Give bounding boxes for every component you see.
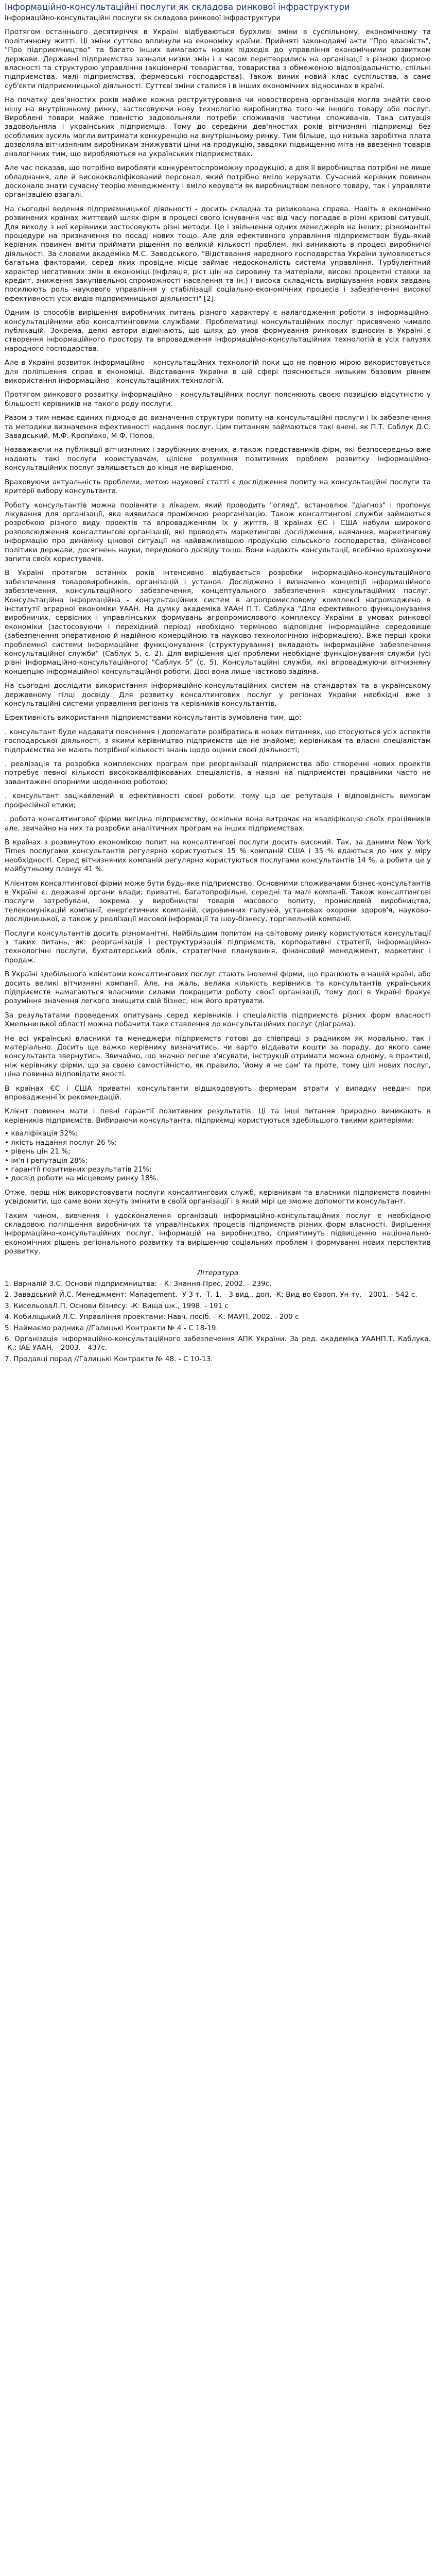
paragraph: Клієнтом консалтингової фірми може бути будь-яке підприємство. Основними споживачами бізнес-консультантів в Україні є: державні органи влади; приватні, багатопрофільні, середні та малі компанії. Також консалтингові послуги затребувані, зокрема у виробництві товарів масового попиту, промисловій виробництва, телекомунікацій компанії, енергетичних компаній, сировинних галузей, установах охорони здоров'я, науково-дослідницької, а також у реалізації масової інформації та шоу-бізнесу, торгівельній компанії. [5, 879, 431, 924]
reference-item: 3. КисельоваЛ.П. Основи бізнесу: -К: Вища шк., 1998. - 191 с [5, 1301, 229, 1310]
paragraph: В країнах ЄС і США приватні консультанти відшкодовують фермерам втрати у випадку невдачі при впровадженні їх рекомендацій. [5, 1084, 431, 1102]
paragraph: Клієнт повинен мати і певні гарантії позитивних результатів. Ці та інші питання природно виникають в керівників підприємств. Вибираючи консультанта, підприємці користуються здебільшого такими критеріями: [5, 1107, 431, 1125]
paragraph: На сьогодні ведення підприємницької діяльності - досить складна та ризикована справа. Навіть в економічно розвинених країнах життєвий шлях фірм в процесі свого існування час від часу попадає в різні кризові ситуації. Для виходу з неї керівники застосовують різні методи. Це і звільнення одних менеджерів на інших; різноманітні процедури на призначення по посаді нових тощо. Але для ефективного управління підприємством будь-який керівник повинен вміти приймати рішення по великій кількості проблем, які виникають в процесі виробничої діяльності. За словами академіка М.С. Заводського, "Відставання народного господарства України зумовлюється багатьма факторами, серед яких провідне місце займає недосконалість системи управління. Турбулентний характер негативних змін в економіці (інфляція, ріст цін на сировину та матеріали, високі процентні ставки за кредит, зниження закупівельної спроможності населення та ін.) і висока складність вирішування нових завдань посилюють роль наукового управління у стабілізації соціально-економічних процесів і забезпеченні високої ефективності усіх видів підприємницької діяльності" [2]. [5, 205, 431, 303]
list-item: • рівень цін 21 %; [5, 1147, 71, 1156]
reference-item: 1. Варналій З.С. Основи підприємництва: - К: Знання-Прес, 2002. - 239с. [5, 1279, 272, 1288]
paragraph: Протягом ринкового розвитку інформаційно - консультаційних послуг пояснюють своєю позицією відсутністю у більшості керівників на такого роду послуги. [5, 391, 431, 408]
reference-item: 4. Кобиліцький Л.С. Управління проектами: Навч. посіб. - К: МАУП, 2002. - 200 с [5, 1313, 299, 1321]
paragraph: Незважаючи на публікації вітчизняних і зарубіжних вчених, а також представників фірм, які безпосередньо вже надають такі послуги користувачам, цілісне розуміння позитивних проблем розвитку інформаційно-консультаційних послуг залишається до кінця не вирішеною. [5, 446, 431, 472]
paragraph: Протягом останнього десятиріччя в Україні відбуваються бурхливі зміни в суспільному, економічному та політичному житті. Ці зміни суттєво вплинули на економіку країни. Прийняті законодавчі акти "Про власність", "Про підприємництво" та багато інших вимагають нових підходів до управління економічними розвитком держави. Державні підприємства зазнали низки змін і з часом перетворились на організації з різною формою власності та структурою управління (акціонерні товариства, товариства з обмеженою відповідальністю, спільні підприємства, малі підприємства, фермерські господарства). Також виник новий клас суспільства, а саме суб'єкти підприємницької діяльності. Суттєві зміни сталися і в інших економічних відносинах в країні. [5, 28, 431, 90]
reference-item: 6. Організація інформаційно-консультаційного забезпечення АПК України. За ред. академіка УААНП.Т. Каблука. -К.: ІАЕ УААН. - 2003. - 437с. [5, 1335, 431, 1352]
paragraph: Ефективність використання підприємствами консультантів зумовлена тим, що: [5, 714, 302, 722]
reference-item: 7. Продавці порад //Галицькі Контракти № 48. - С 10-13. [5, 1354, 213, 1363]
body-section-3 [5, 1189, 431, 1257]
reasons-list [5, 728, 431, 833]
paragraph: В країнах з розвинутою економікою попит на консалтингові послуги досить високий. Так, за даними New York Times послугами консультантів регулярно користуються 15 % компаній США і 35 % вдаються до них у міру необхідності. Серед вітчизняних компаній регулярно користуються послугами консультантів 14 %, а робити це у майбутньому планує 41 %. [5, 838, 431, 874]
paragraph: За результатами проведених опитувань серед керівників і спеціалістів підприємств різних форм власності Хмельницької області можна побачити таке ставлення до консультаційних послуг (діаграма). [5, 1011, 431, 1029]
paragraph: Послуги консультантів досить різноманітні. Найбільшим попитом на світовому ринку користуються консультації з таких питань, як: реорганізація і реструктуризація підприємств, корпоративні стратегії, інформаційно-технологічні послуги, бухгалтерський облік, стратегічне планування, фінансовий менеджмент, маркетинг і продаж. [5, 929, 431, 964]
references-heading: Література [197, 1268, 239, 1277]
paragraph: В Україні протягом останніх років інтенсивно відбувається розробки інформаційно-консультаційного забезпечення товаровиробників, організацій і установ. Досліджено і визначено концепції інформаційного забезпечення, консультаційного забезпечення, концептуального забезпечення консультаційних послуг. Консультаційна інформаційна - консультаційних систем в агропромисловому комплексі нагромаджено в інститутії аграрної економіки УААН. На думку академіка УААН П.Т. Саблука "Для ефективного функціонування виробничих, сервісних і управлінських формувань агропромислового комплексу України в умовах ринкової економіки (застосовуючи і перехідний період) необхідно терміново відповідне інформаційне середовище (забезпечення оперативною й надійною комерційною та науково-технологічною інформацією). Вже перші кроки проблемної системи інформаційне функціонування (структурування) вкладають інформаційне забезпечення консультаційної служби" (Саблук 5, с. 2). Для вирішення цієї проблеми необхідне функціонування служби (усі рівні інформаційно-консультаційного) "Саблук 5" (с. 5). Консультаційні служби, які впроваджуючи вітчизняну концепцію інформаційної консультаційної роботи. Досі вона лише частково задіяна. [5, 569, 431, 676]
paragraph: Враховуючи актуальність проблеми, метою наукової статті є дослідження попиту на консультаційні послуги та критерії вибору консультанта. [5, 478, 431, 496]
list-item: . консультант буде надавати пояснення і допомагати розібратись в нових питаннях, що стосуються усіх аспектів господарської діяльності, з якими керівництво підприємств ще не знайоме; керівникам та власні спеціалістам підприємства не мають потрібної кількості знань щодо оцінки своєї діяльності; [5, 727, 431, 754]
paragraph: Але в Україні розвиток інформаційно - консультаційних технологій поки що не повною мірою використовується для поліпшення справ в економіці. Відставання України в цій сфері пояснюється низьким базовим рівнем використання інформаційно - консультаційних технологій. [5, 359, 431, 385]
list-item: . робота консалтингової фірми вигідна підприємству, оскільки вона витрачає на кваліфікацію своїх працівників але, звичайно на них та розробки аналітичних програм на інших підприємствах. [5, 815, 431, 833]
body-section-2 [5, 838, 431, 1125]
list-item: • кваліфікація 32%; [5, 1129, 78, 1138]
paragraph: На сьогодні дослідити використання інформаційно-консультаційних систем на стандартах та в українському державному гілці досвіду. Для розвитку консалтингових послуг у регіонах України необхідні вже з консультаційні системи управління регіонів та керівників консультантів. [5, 682, 431, 708]
list-item: • досвід роботи на місцевому ринку 18%. [5, 1174, 159, 1183]
paragraph: Але час показав, що потрібно виробляти конкурентоспроможну продукцію, а для її виробництва потрібні не лише обладнання, але й висококваліфікований персонал, який потрібно вміло керувати. Сучасний керівник повинен досконало знати сучасну теорію менеджменту і вміло керувати як виробництвом певного товару, так і управляти організацією взагалі. [5, 164, 431, 199]
paragraph: Не всі українські власники та менеджери підприємств готові до співпраці з радником як моральню, так і матеріально. Досить ще важко керівнику визначитись, чи варто віддавати кошти за пораду, до якого саме консультанта звернутись. Звичайно, що значно легше з'ясувати, інструкції отримати можна одному, в практиці, ніж керівнику фірми, що за своєю самостійністю, як правило, 'йому я не сам' та проте, тому цілі нових послуг, ціна повинна відповідати якості. [5, 1034, 431, 1079]
body-section-1 [5, 28, 431, 722]
list-item: • гарантії позитивних результатів 21%; [5, 1165, 152, 1174]
list-item: . консультант зацікавлений в ефективності своєї роботи, тому що це репутація і відповідність вимогам професійної етики; [5, 792, 431, 809]
paragraph: Таким чином, вивчення і удосконалення організації інформаційно-консультаційних послуг є необхідною складовою поліпшення виробничих та управлінських процесів підприємств різних форм власності. Вирішення інформаційно-консультаційних послуг, інформацій на виробництво, сприятимуть підвищенню національно-економічних рішень регіонального розвитку та вирішенню соціальних проблем і формуванні нових перспектив розвитку. [5, 1211, 431, 1256]
paragraph: На початку дев'яностих років майже кожна реструктурована чи новостворена організація могла знайти свою нішу на внутрішньому ринку, застосовуючи нову технологію виробництва того чи іншого товару або послуг. Вироблені товари майже повністю задовольняли потреби споживачів частини споживачів. Така ситуація задовольняла і українських підприємців. Тому до середини дев'яностих років вітчизняні підприємці без особливих зусиль могли витримати конкуренцію на внутрішньому ринку. Тим більше, що низька заробітна плата дозволяла вітчизняним виробникам знижувати ціни на продукцію, завдяки підвищенню міта на ввезення товарів аналогічних тим, що виробляються на українських підприємствах. [5, 96, 431, 158]
criteria-list [5, 1129, 431, 1183]
article-subtitle: Інформаційно-консультаційні послуги як складова ринкової інфраструктури [5, 14, 281, 22]
paragraph: В Україні здебільшого клієнтами консалтингових послуг стають іноземні фірми, що працюють в нашій країні, або досить великі вітчизняні компанії. Але, на жаль, велика кількість керівників та консультантів українських підприємств намагаються власними силами покращити роботу своєї організації, тому досі в Україні бракує розуміння значення легкого знищити свій бізнес, ніж його врятувати. [5, 970, 431, 1006]
paragraph: Отже, перш ніж використовувати послуги консалтингових служб, керівникам та власники підприємств повинні усвідомити, що саме вони хочуть змінити в своїй організації і в який мірі це зможе допомогти консультант. [5, 1188, 431, 1206]
reference-item: 2. Завадський Й.С. Менеджмент: Management. -У 3 т. -Т. 1. - 3 вид., доп. -К: Вид-во Європ. Ун-ту. - 2001. - 542 с. [5, 1291, 417, 1299]
paragraph: Роботу консультантів можна порівняти з лікарем, який проводить "огляд", встановлює "діагноз" і пропонує лікування для організації, яка виявилася проміжною реорганізацію. Також консалтингові служби займаються розробкою різного виду проектів та впровадженням їх у життя. В країнах ЄС і США набули широкого розповсюдження консалтингові організації, які проводять маркетингові дослідження, навчання, маркетингову інформацію про динаміку цінової ситуації на найважливішою продукцію сільського господарства, фінансової політики держави, досягнень науки, передового досвіду тощо. Вони надають консультації, всебічно враховуючи запити своїх користувачів. [5, 501, 431, 563]
list-item: • ім'я і репутація 28%; [5, 1156, 88, 1165]
list-item: . реалізація та розробка комплексних програм при реорганізації підприємства або створенні нових проектів потребує певної кількості висококваліфікованих спеціалістів, а наявні на підприємстві працівники часто не завантажені опорними щоденною роботою; [5, 760, 431, 786]
reference-item: 5. Наймаємо радника //Галицькі Контракти № 4 - С 18-19. [5, 1324, 218, 1332]
list-item: • якість надання послуг 26 %; [5, 1138, 117, 1147]
paragraph: Разом з тим немає єдиних підходів до визначення структури попиту на консультаційні послуги і їх забезпечення та методики визначення ефективності надання послуг. Цим питанням займаються такі вчені, як П.Т. Саблук Д.С. Завадський, М.Ф. Кропивко, М.Ф. Попов. [5, 414, 431, 440]
references-list [5, 1280, 431, 1364]
article-title: Інформаційно-консультаційні послуги як складова ринкової інфраструктури [5, 2, 350, 12]
paragraph: Одним із способів вирішення виробничих питань різного характеру є налагодження роботи з інформаційно-консультаційними або консалтинговими службами. Проблематиці консультаційних послуг присвячено чимало публікацій. Зокрема, деякі автори відмічають, що шлях до умов формування ринкових відносин в Україні є створення інформаційного простору та впровадження інформаційно-консультаційних технологій в усіх галузях народного господарства. [5, 309, 431, 353]
